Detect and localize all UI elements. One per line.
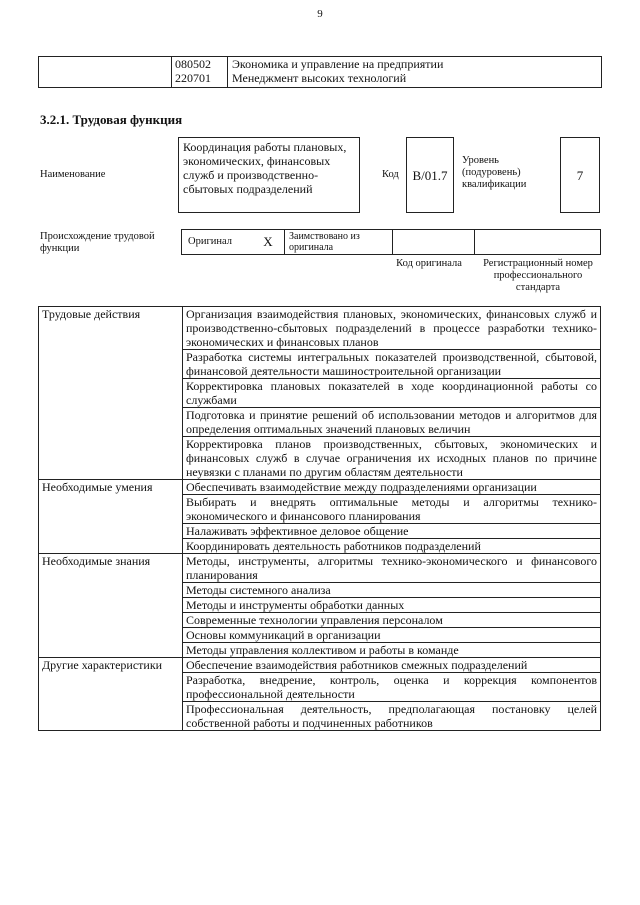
category-cell: Необходимые умения [39,480,183,554]
item-cell: Координировать деятельность работников подразделений [183,539,601,554]
item-cell: Корректировка плановых показателей в ходе координационной работы со службами [183,379,601,408]
item-cell: Подготовка и принятие решений об использовании методов и алгоритмов для определения оптимальных значений плановых величин [183,408,601,437]
item-cell: Разработка, внедрение, контроль, оценка и коррекция компонентов профессиональной деятельности [183,673,601,702]
function-name-box: Координация работы плановых, экономических, финансовых служб и производственно-сбытовых подразделений [178,137,360,213]
table-row [39,480,601,495]
codes-code-cell [172,57,228,87]
function-details-table [38,306,601,731]
code-label: Код [382,169,399,180]
item-cell: Разработка системы интегральных показателей производственной, сбытовой, финансовой деятельности машиностроительной организации [183,350,601,379]
page-number: 9 [317,8,323,20]
item-cell: Профессиональная деятельность, предполагающая постановку целей собственной работы и подчиненных работников [183,702,601,731]
item-cell: Выбирать и внедрять оптимальные методы и алгоритмы технико-экономического и финансового планирования [183,495,601,524]
qualification-level-box: 7 [560,137,600,213]
item-cell: Современные технологии управления персоналом [183,613,601,628]
code-value: 080502 [175,57,211,71]
codes-empty-cell [39,57,172,87]
section-title: 3.2.1. Трудовая функция [40,112,183,127]
function-code-box: B/01.7 [406,137,454,213]
item-cell: Корректировка планов производственных, сбытовых, экономических и финансовых служб в случае ограничения их исходных планов по причине неувязки с планами по другим областям деятельности [183,437,601,480]
origin-code-cell [392,230,474,254]
table-row [39,554,601,583]
item-cell: Методы управления коллективом и работы в команде [183,643,601,658]
code-name: Менеджмент высоких технологий [232,71,407,85]
origin-code-caption: Код оригинала [396,258,462,269]
borrowed-label: Заимствовано из оригинала [284,230,392,254]
item-cell: Методы и инструменты обработки данных [183,598,601,613]
item-cell: Методы системного анализа [183,583,601,598]
table-row [39,658,601,673]
item-cell: Обеспечивать взаимодействие между подразделениями организации [183,480,601,495]
item-cell: Обеспечение взаимодействия работников смежных подразделений [183,658,601,673]
level-label: Уровень (подуровень) квалификации [462,155,527,190]
origin-label: Происхождение трудовой функции [40,231,155,254]
origin-reg-cell [474,230,600,254]
registration-number-caption: Регистрационный номер профессионального стандарта [483,258,593,293]
name-label: Наименование [40,169,106,180]
codes-table [38,56,602,88]
category-cell: Трудовые действия [39,307,183,480]
code-value: 220701 [175,71,211,85]
item-cell: Налаживать эффективное деловое общение [183,524,601,539]
category-cell: Необходимые знания [39,554,183,658]
code-name: Экономика и управление на предприятии [232,57,444,71]
original-label: Оригинал [188,236,232,247]
item-cell: Основы коммуникаций в организации [183,628,601,643]
item-cell: Организация взаимодействия плановых, экономических, финансовых служб и производственно-сбытовых подразделений в процессе разработки технико-экономических и финансовых планов [183,307,601,350]
codes-name-cell [229,57,601,87]
origin-row [181,229,601,255]
table-row [39,307,601,350]
item-cell: Методы, инструменты, алгоритмы технико-экономического и финансового планирования [183,554,601,583]
category-cell: Другие характеристики [39,658,183,731]
original-mark: X [263,234,273,249]
